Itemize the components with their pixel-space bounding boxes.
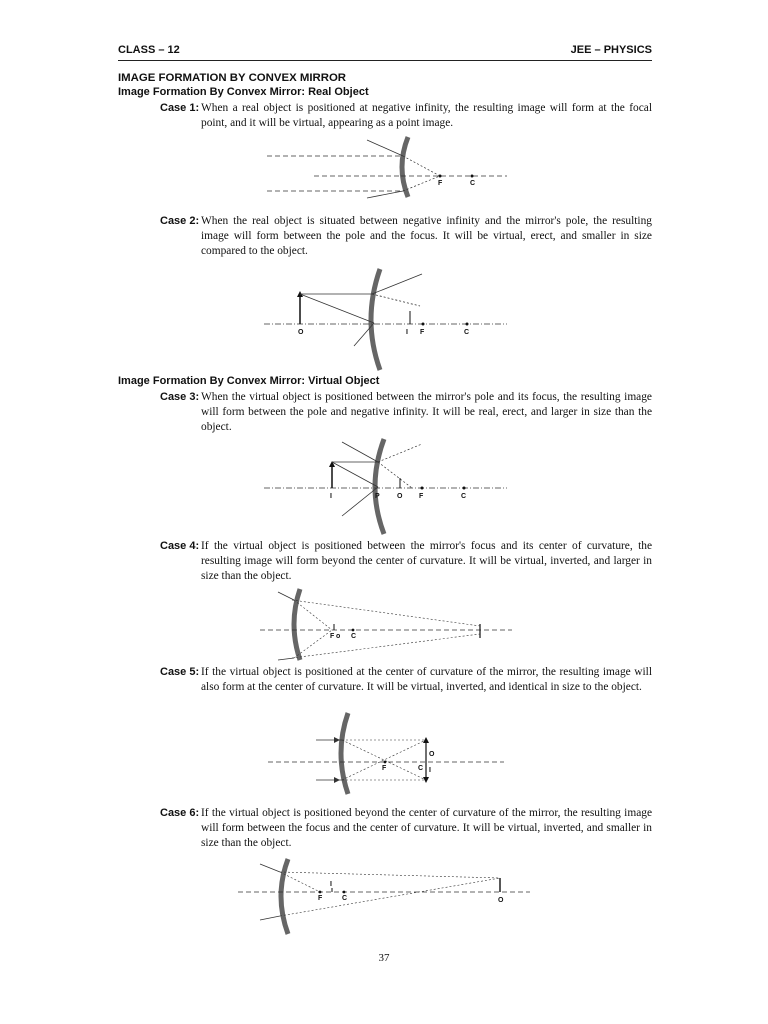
svg-text:F: F [419,493,424,500]
case-2 [160,214,652,259]
page-title: IMAGE FORMATION BY CONVEX MIRROR [118,72,347,84]
case-4-ray-diagram [258,586,514,662]
convex-mirror [341,713,348,794]
svg-text:F: F [420,329,425,336]
incident-ray [300,294,374,323]
focus-point [439,175,442,178]
label-f: F [438,180,443,187]
header-class: CLASS – 12 [118,44,180,56]
svg-text:O: O [498,897,504,904]
case-3 [160,390,652,435]
convex-mirror [402,137,408,197]
svg-text:I: I [406,329,408,336]
case-text: When a real object is positioned at negative infinity, the resulting image will form at the focal point, and it will be virtual, appearing as a point image. [201,102,652,129]
case-5-ray-diagram [266,710,506,796]
case-label: Case 5: [160,666,200,678]
svg-text:F: F [330,633,335,640]
case-label: Case 6: [160,807,200,819]
reflected-ray [367,191,403,198]
section-heading-real-object: Image Formation By Convex Mirror: Real Object [118,86,369,98]
case-label: Case 4: [160,540,200,552]
reflected-ray [367,140,403,156]
case-text: When the virtual object is positioned between the mirror's pole and its focus, the resulting image will form between the pole and negative infinity. It will be real, erect, and larger in size than the object. [201,391,652,433]
case-label: Case 1: [160,102,200,114]
page-header [118,44,652,61]
case-label: Case 2: [160,215,200,227]
case-text: If the virtual object is positioned beyond the center of curvature of the mirror, the resulting image will form between the focus and the center of curvature. It will be virtual, inverted, and smaller in size than the object. [201,807,652,849]
svg-text:O: O [397,493,403,500]
convex-mirror [294,589,300,660]
case-text: When the real object is situated between negative infinity and the mirror's pole, the resulting image will form between the pole and the focus. It will be virtual, erect, and smaller in size compared to the object. [201,215,652,257]
case-5 [160,665,652,695]
svg-text:I: I [330,881,332,888]
svg-text:C: C [461,493,467,500]
case-3-ray-diagram [262,436,510,536]
page-number: 37 [378,952,390,964]
svg-text:C: C [464,329,470,336]
case-6-ray-diagram [236,856,532,936]
case-2-ray-diagram [262,266,510,372]
header-subject: JEE – PHYSICS [570,44,652,56]
svg-text:I: I [429,767,431,774]
center-point [471,175,474,178]
case-label: Case 3: [160,391,200,403]
label-c: C [470,180,476,187]
section-heading-virtual-object: Image Formation By Convex Mirror: Virtual Object [118,375,380,387]
svg-text:C: C [351,633,357,640]
svg-text:O: O [298,329,304,336]
case-1-ray-diagram [262,134,510,200]
svg-text:F: F [382,765,387,772]
svg-text:o: o [336,633,341,640]
case-6 [160,806,652,851]
svg-text:C: C [418,765,424,772]
convex-mirror [281,859,288,934]
case-4 [160,539,652,584]
svg-text:F: F [318,895,323,902]
case-1 [160,101,652,131]
convex-mirror [371,269,380,370]
svg-text:I: I [330,493,332,500]
svg-text:C: C [342,895,348,902]
case-text: If the virtual object is positioned at the center of curvature of the mirror, the resulting image will also form at the center of curvature. It will be virtual, inverted, and identical in size to the object. [201,666,652,693]
svg-text:O: O [429,751,435,758]
svg-text:P: P [375,493,380,500]
case-text: If the virtual object is positioned between the mirror's focus and its center of curvature, the resulting image will form beyond the center of curvature. It will be virtual, inverted, and larger in size than the object. [201,540,652,582]
